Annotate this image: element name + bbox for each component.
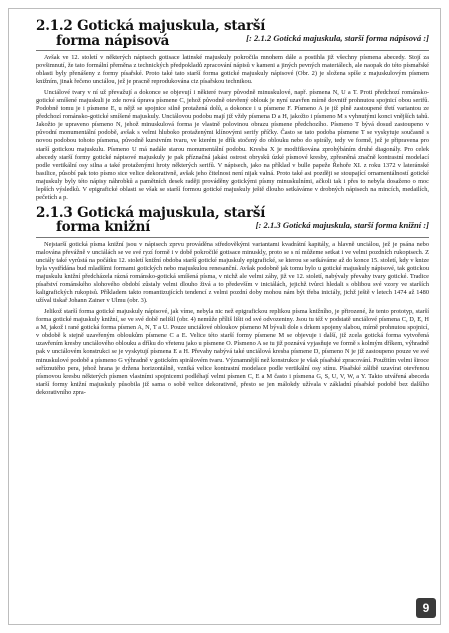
section-2-1-3: [36, 206, 429, 397]
section-heading-line1: 2.1.3 Gotická majuskula, starší: [36, 204, 266, 221]
section-heading-line1: 2.1.2 Gotická majuskula, starší: [36, 18, 266, 34]
section-caption: [: 2.1.2 Gotická majuskula, starší forma nápisová :]: [246, 33, 429, 43]
page-number-badge: 9: [416, 598, 436, 618]
paragraph: Avšak ve 12. století v některých nápisech gotisace latinské majuskuly pokročila mnohem dále a postihla již všechny písmena abecedy. Stojí za povšimnutí, že tato formální přeměna z technických předpokladů zpracování nápisů v kameni a jiných pevných materiálech, ale naopak do této písmařské oblasti byly přenášeny z formy písařské. Proto také tato starší forma gotické majuskuly nápisové (Obr. 2) je složena spíše z majuskulovým písmem knižním, jinak řečeno unciálou, jež je pracně reprodukována ciz písařskou technikou.: [36, 54, 429, 86]
heading-divider: [36, 237, 429, 238]
section-heading-line2: forma nápisová: [56, 32, 170, 49]
section-heading: [36, 19, 429, 48]
section-heading-line2: forma knižní: [56, 219, 151, 236]
section-2-1-2: [36, 19, 429, 202]
paragraph: Unciálové tvary v ní už převažují a dokonce se objevují i některé tvary původně minuskulové, např. písmena N, U a T. Proti předchozí románsko-gotické smíšené majuskuli je zde nová úprava písmene C, jehož původně otevřený oblouk je nyní uzavřen mírně dovnitř prohnutou spojnicí obou serifů. Podobně tomu je i písmene E, u nějž se spojnice silně protažená dolů, a dokonce i u písmene F. Písmeno A je již plně zastoupené třetí variantou ze předchozí románsko-gotické smíšené majuskuly. Unciálovou podobu mají již vždy písmena D a H, jakožto i písmeno M s vyhnutými konci vnějších tahů. Jakožto je upraveno písmeno N, jehož minuskulová forma je vlastně polovinou obrazu písmene předchozího. Písmeno T bývá dosud zastoupeno v původní monumentální podobě, avšak s velmi hluboko protaženými klínovými serify příčky. Často se tato podoba písmene T se vyskytuje současně s novou podobou tohoto písmena, původně kursivním tvaru, ve kterém je dřík stočený do oblouku nebo do spirály, tedy ve formě, jež je připravena pro starší gotickou majuskulu. Písmeno U má nadále starou monumentální podobu. Kresba X je modifikována zprohýbáním druhé diagonály. Pro celek abecedy starší formy gotické nápisové majuskuly je pak příznačná jakási ostrost obrysků úzké písmové kresby, zpřesněná značně kontrastní modelací podle vertikální osy silna a také protaženými hroty některých serifů. V nápisech, jako na příklad v bulle papeže Řehoře XI. z roku 1372 v lateránské basilice, působí pak toto písmo sice velice dekorativně, avšak jeho čitelnost není nijak valná. Proto také asi později se stoupající ornamentálností gotické majuskuly byly této nápisy náhrobků a pamětních desek raději prováděny gotickými písmy minuskulními, ačkoli tak i přes to nebyla dosaženo o moc lepších výsledků. V epigrafické oblasti se však se starší formou gotické majuskuly ještě dlouho setkáváme v drobných nápisech na mincích, medailích, pečetích a p.: [36, 89, 429, 201]
paragraph: Jelikož starší forma gotické majuskuly nápisové, jak víme, nebyla nic než epigrafickou replikou písma knižního, je přirozené, že tento prototyp, starší forma gotické majuskuly knižní, se ve své době nelišil (obr. 4) nemůže příliš lišit od své odvozeniny. Jsou tu též v podstatě unciálové písmena C, D, E, H a M, jakož i rané gotická forma písmen A, N, T a U. Pouze unciálové obloukov písmeno M bývali dole s drkem spojeny slabou, mírně prohnutou spojnicí, v obdobě k stejně uzavřeným obloukům písmene C a E. Velice této starší formy písmene M se objevuje i další, již zcela gotická forma vytvořená uzavřením kresby unciálového oblouku a dříku do vřetenu jako u písmene O. Písmeno A se tu již poznává vyjasňuje ve formě s kolmým dříkem, výhradně pak v unciálovém konstrukci se je vyskytují písmena E a H. Převahy nabývá také unciálová kresba písmene D, písmeno N je již zastoupeno pouze ve své minuskulové podobě a písmeno G výhradně v gotickém spirálovém tvaru. Významnější než konstrukce je však písařské zpracování. Použitím velmi široce seříznutého pera, jehož hrana je držena horizontálně, vzniká velice kontrastní modelace podle vertikální osy stínu. Písařské zálibě uzavírat otevřenou písmovou kresbu některých písmen vlastními spojnicemi podléhají velmi písmen C, E a M často i písmena G, S, U, V, W, a Y. Takto utvářená abeceda starší formy knižní majuskuly působila již sama o sobě velice dekorativně, přesto se jen málokdy užívala v základní písařské podobě bez dalšího dekorativního zpra-: [36, 308, 429, 396]
book-page: [8, 8, 441, 625]
section-caption: [: 2.1.3 Gotická majuskula, starší forma knižní :]: [255, 219, 429, 230]
page-content: [36, 19, 429, 400]
section-heading: [36, 206, 429, 235]
heading-divider: [36, 50, 429, 51]
paragraph: Nejstarší gotická písma knižní jsou v nápisech zprvu prováděna středověkými variantami kvadrátní kapitály, a hlavně unciálou, jež je psána nebo malována převážně v unciálách se ve své ryzí formě i v době pokročilé gotisace minuskly, proto se s ní můžeme setkat i ve velmi pozdních rukopisech. Z unciály také vyrůstá na počátku 12. století knižní obdoba starší gotické majuskuly epigrafické, se kterou se setkáváme až do konce 15. století, kdy v knize byla vystřídána bud mladšími formami gotických nebo majuskulou renesanční. Avšak podobně jak tomu bylo u gotické majuskuly nápisové, tak gotickou majuskulu knižní předcházela rázná románsko-gotická smíšená písma, v nichž ale velmi záhy, již ve 12. století, nabývaly převahy tvary gotické. Tradice písařství románského slohového období zůstaly velmi dlouho živá a to především v iniciálách, jejichž tvůrci hledali s oblibou své vzory ve starších kaligrafických rukopisů. Příkladem takto romantizujících tendencí z velmi pozdní doby mohou nám být třeba iniciály, jichž ještě v letech 1474 až 1480 užíval tiskař Johann Zainer v Ulmu (obr. 3).: [36, 240, 429, 305]
